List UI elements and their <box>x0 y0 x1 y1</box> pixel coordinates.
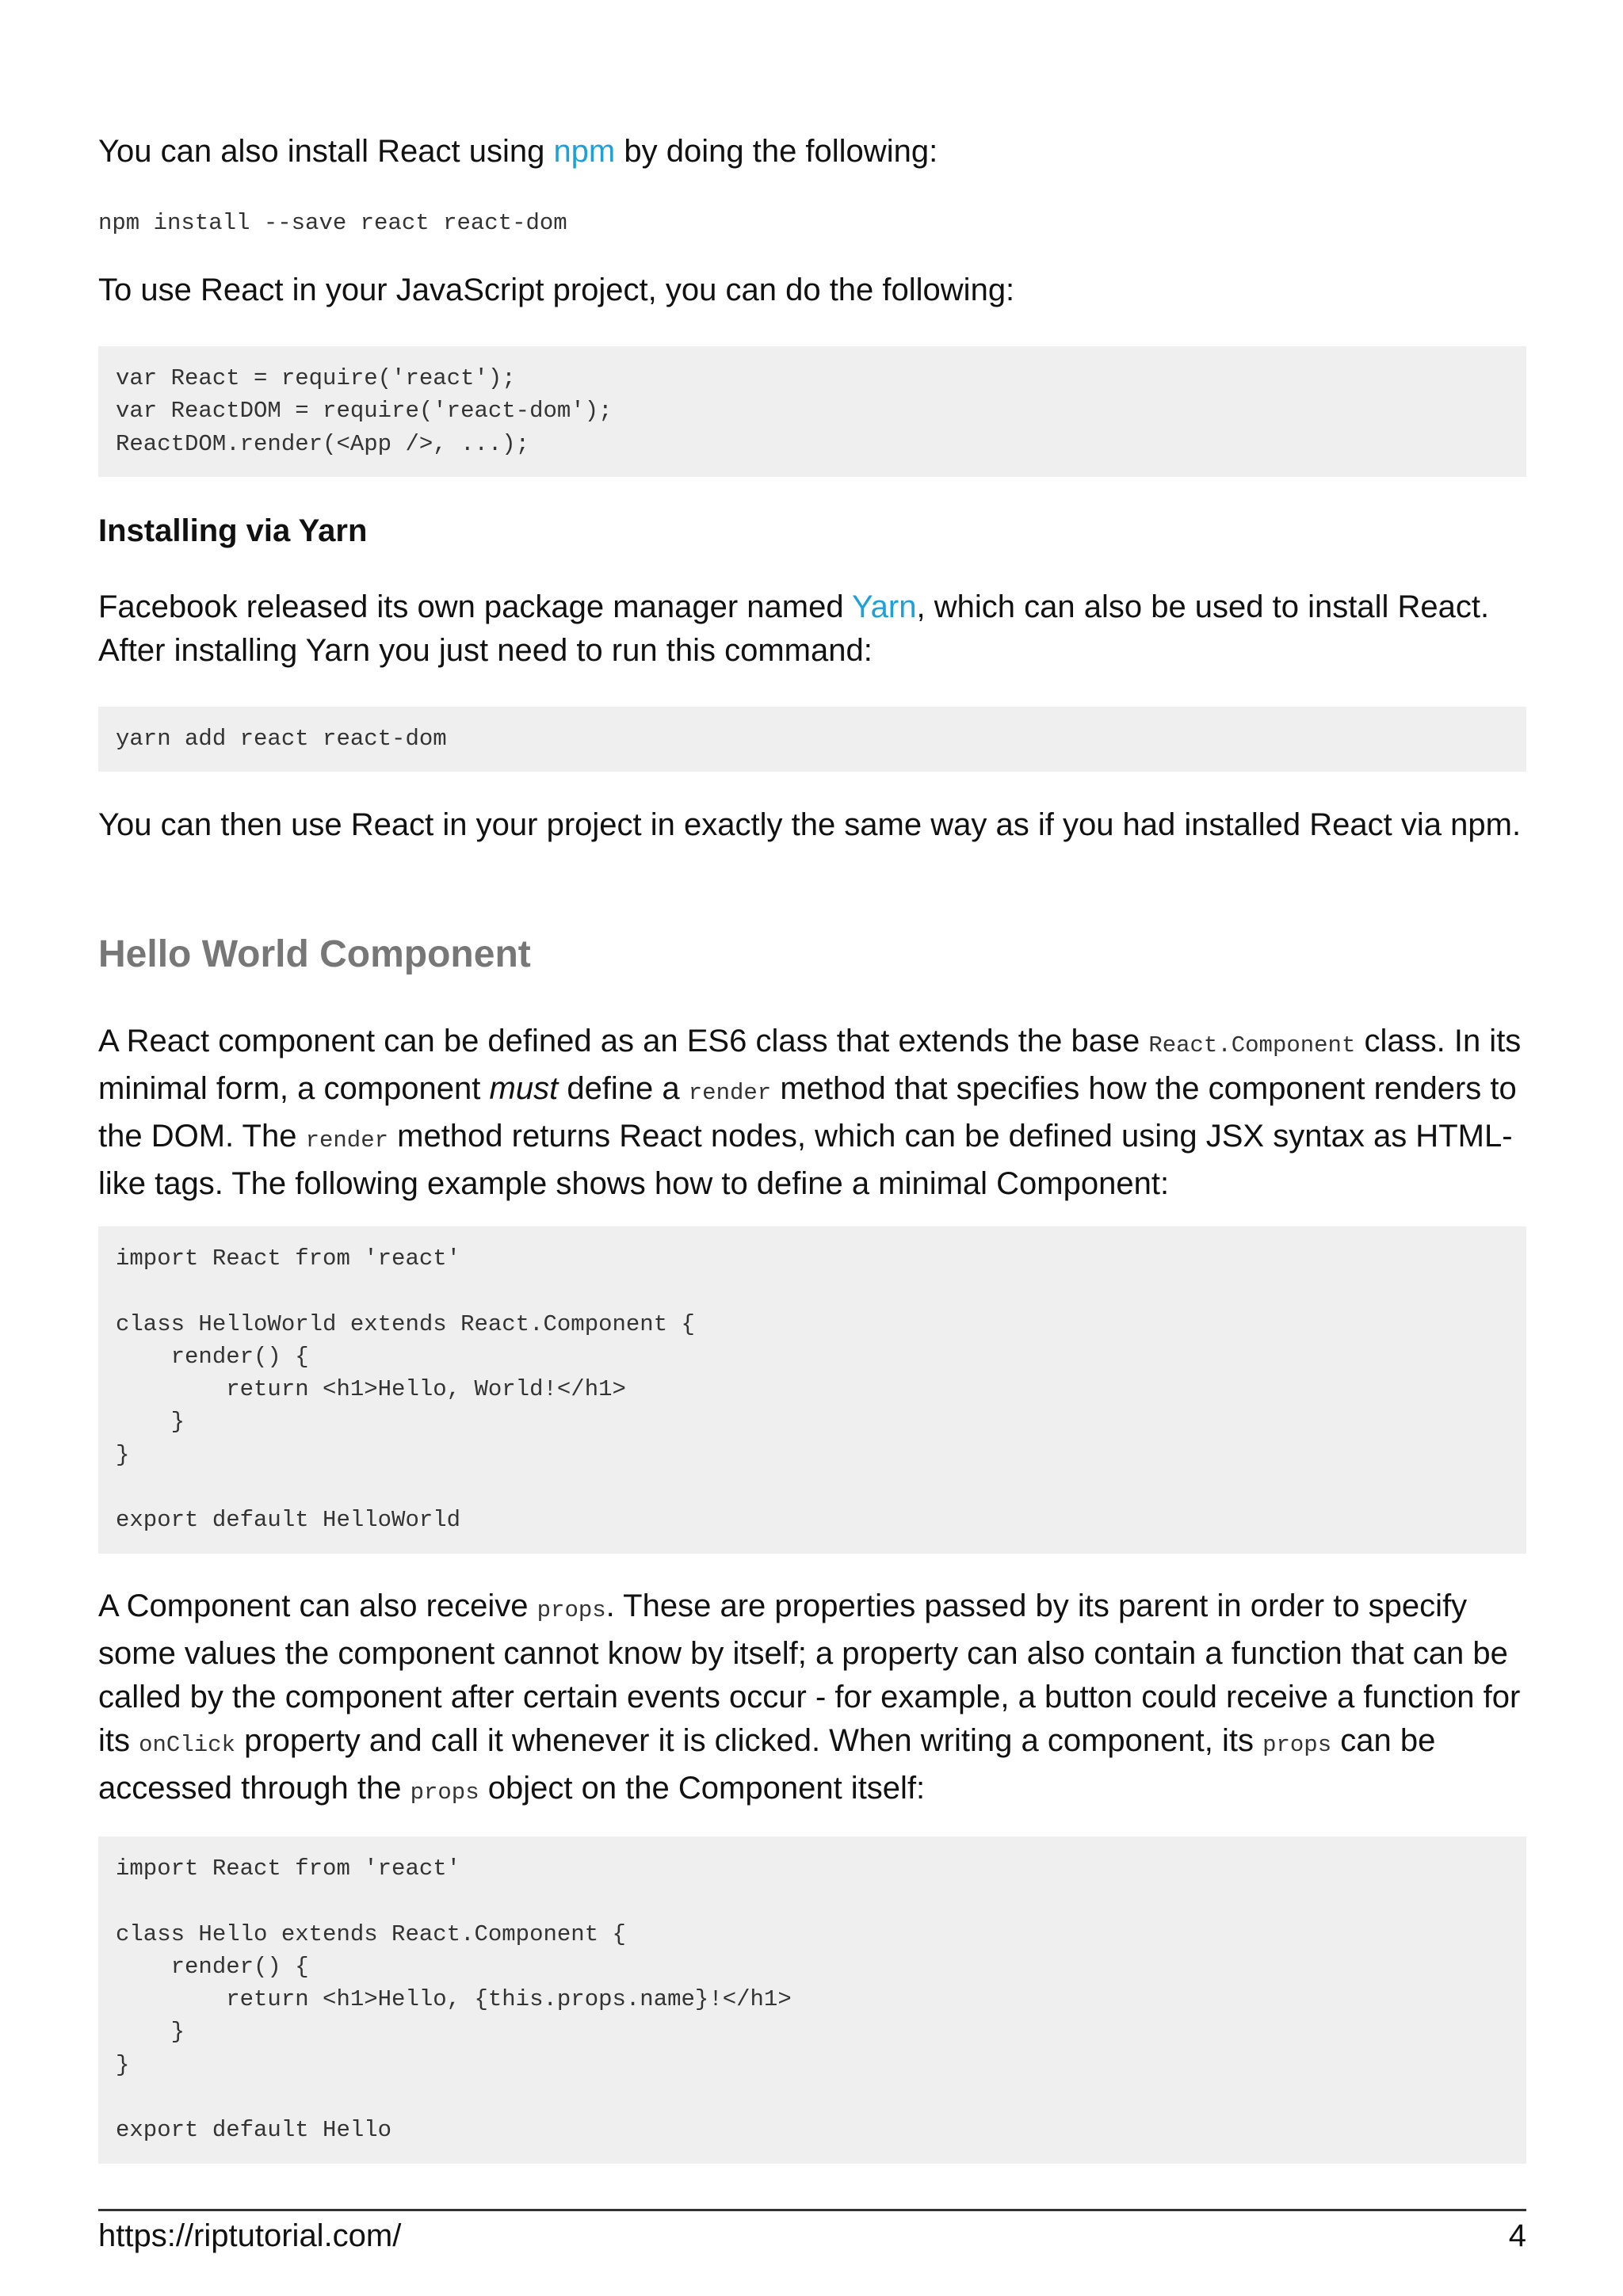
code-block-require <box>98 346 1526 477</box>
paragraph-text: . These are properties passed by its parent in order to specify some values the component cannot know by itself; a property can also contain a function that can be called by the component after certain events occur - for example, a button could receive a function for its <box>98 1589 1521 1758</box>
inline-code: props <box>537 1597 606 1623</box>
paragraph-use-react-via-npm: You can then use React in your project in exactly the same way as if you had installed React via npm. <box>98 807 1522 842</box>
paragraph-yarn <box>98 585 1526 673</box>
paragraph-component-definition <box>98 1020 1526 1206</box>
code-require-text: var React = require('react'); var ReactDOM = require('react-dom'); ReactDOM.render(<App />, ...); <box>116 365 613 457</box>
code-block-hello <box>98 1836 1526 2164</box>
code-hello-world-text: import React from 'react' class HelloWorld extends React.Component { render() { return <h1>Hello, World!</h1> } } export default HelloWorld <box>116 1245 695 1534</box>
inline-code: render <box>688 1080 772 1106</box>
paragraph-text: A React component can be defined as an ES6 class that extends the base <box>98 1024 1149 1058</box>
paragraph-text: method returns React nodes, which can be defined using JSX syntax as HTML-like tags. The following example shows how to define a minimal Component: <box>98 1119 1513 1201</box>
page-number: 4 <box>1508 2218 1526 2253</box>
emphasis-text: must <box>489 1071 559 1106</box>
paragraph-text: class. In its minimal form, a component <box>98 1024 1522 1106</box>
heading-installing-via-yarn: Installing via Yarn <box>98 513 368 548</box>
npm-install-command: npm install --save react react-dom <box>98 210 567 236</box>
inline-code: React.Component <box>1148 1032 1356 1058</box>
footer-url: https://riptutorial.com/ <box>98 2218 402 2253</box>
yarn-link[interactable]: Yarn <box>851 589 917 624</box>
paragraph-text: A Component can also receive <box>98 1589 537 1623</box>
inline-code: props <box>1262 1732 1332 1758</box>
paragraph-text: define a <box>558 1071 689 1106</box>
inline-code: onClick <box>139 1732 235 1758</box>
inline-code: render <box>305 1127 389 1154</box>
code-yarn-text: yarn add react react-dom <box>116 726 447 752</box>
npm-link[interactable]: npm <box>553 134 616 169</box>
code-block-hello-world <box>98 1226 1526 1554</box>
paragraph-text: You can also install React using <box>98 134 554 169</box>
heading-hello-world-component: Hello World Component <box>98 933 531 975</box>
code-block-yarn <box>98 707 1526 772</box>
paragraph-text: method that specifies how the component renders to the DOM. The <box>98 1071 1517 1154</box>
paragraph-npm-install <box>98 130 1526 174</box>
paragraph-props <box>98 1585 1526 1814</box>
paragraph-text: property and call it whenever it is clicked. When writing a component, its <box>235 1723 1263 1758</box>
paragraph-text: object on the Component itself: <box>479 1771 926 1806</box>
paragraph-text: by doing the following: <box>615 134 938 169</box>
paragraph-text: Facebook released its own package manager named <box>98 589 852 624</box>
footer-divider <box>98 2209 1526 2211</box>
inline-code: props <box>410 1779 479 1806</box>
paragraph-text: can be accessed through the <box>98 1723 1436 1806</box>
paragraph-text: , which can also be used to install React. After installing Yarn you just need to run this command: <box>98 589 1490 668</box>
paragraph-use-react: To use React in your JavaScript project, you can do the following: <box>98 273 1015 307</box>
code-hello-text: import React from 'react' class Hello extends React.Component { render() { return <h1>Hello, {this.props.name}!</h1> } } export default Hello <box>116 1855 792 2144</box>
